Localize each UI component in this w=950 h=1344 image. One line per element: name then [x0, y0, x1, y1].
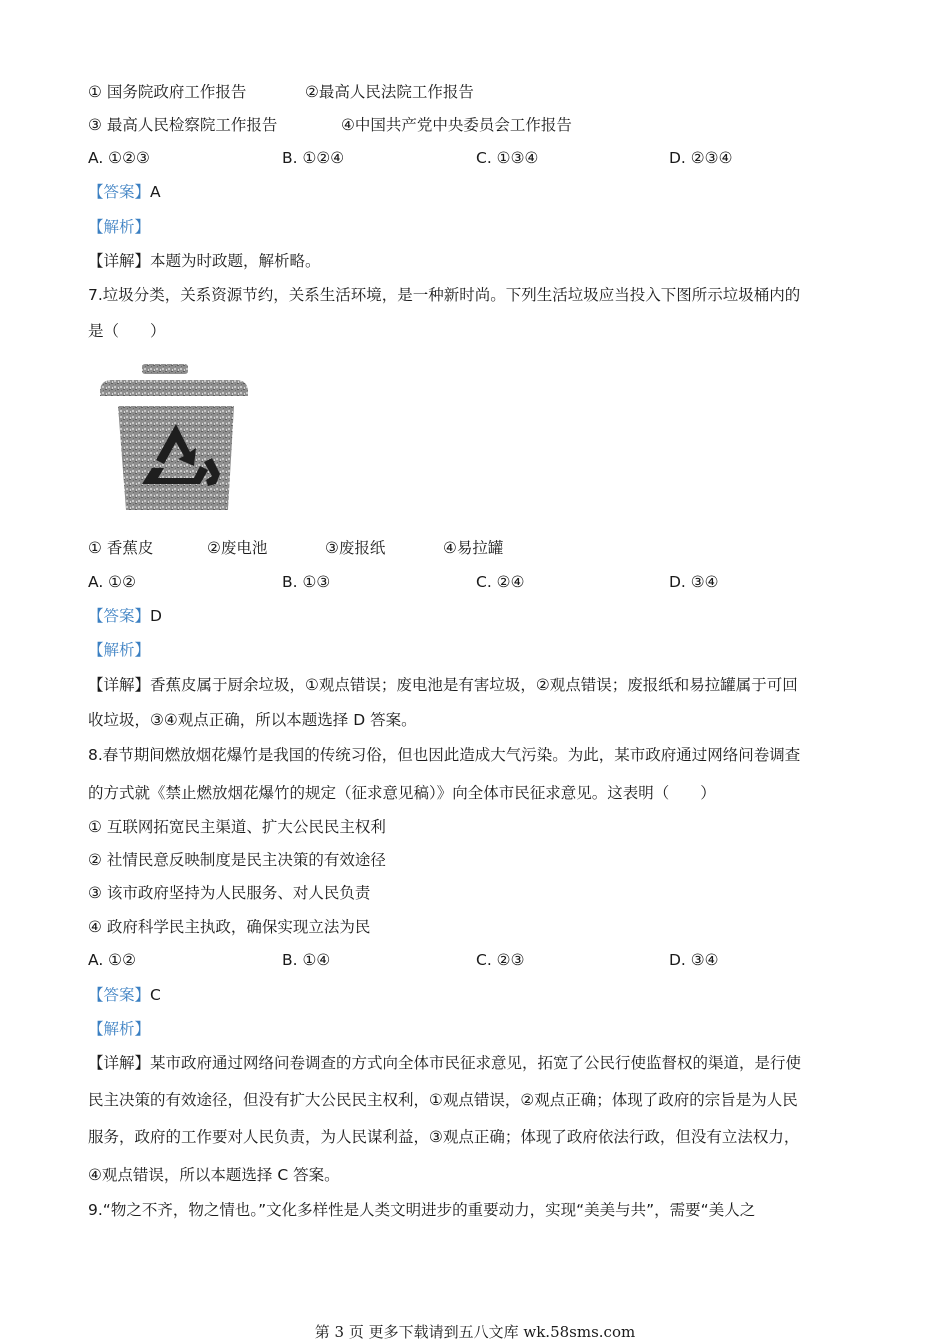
q8-item-1: ① 互联网拓宽民主渠道、扩大公民民主权利	[88, 818, 386, 836]
q8-item-3: ③ 该市政府坚持为人民服务、对人民负责	[88, 884, 371, 902]
answer-tag: 【答案】	[88, 607, 151, 625]
q8-detail-line-4: ④观点错误，所以本题选择 C 答案。	[88, 1166, 340, 1184]
q6-option-a: A. ①②③	[88, 149, 150, 167]
q8-detail-line-1	[88, 1053, 801, 1073]
q7-item-3: ③废报纸	[325, 539, 386, 557]
q6-option-c: C. ①③④	[476, 149, 539, 167]
q8-stem-line-1: 8.春节期间燃放烟花爆竹是我国的传统习俗，但也因此造成大气污染。为此，某市政府通过网络问卷调查	[88, 746, 801, 764]
detail-text: 香蕉皮属于厨余垃圾，①观点错误；废电池是有害垃圾，②观点错误；废报纸和易拉罐属于可回	[150, 676, 798, 694]
q7-item-2: ②废电池	[207, 539, 268, 557]
q8-option-a: A. ①②	[88, 951, 136, 969]
q7-stem-line-1: 7.垃圾分类，关系资源节约，关系生活环境，是一种新时尚。下列生活垃圾应当投入下图所示垃圾桶内的	[88, 286, 801, 304]
q6-item-1: ① 国务院政府工作报告	[88, 83, 247, 101]
q6-item-3: ③ 最高人民检察院工作报告	[88, 116, 278, 134]
q7-item-4: ④易拉罐	[443, 539, 504, 557]
q7-answer	[88, 606, 162, 626]
q7-detail-line-2: 收垃圾，③④观点正确，所以本题选择 D 答案。	[88, 711, 417, 729]
q7-option-a: A. ①②	[88, 573, 136, 591]
q8-stem-line-2: 的方式就《禁止燃放烟花爆竹的规定（征求意见稿）》向全体市民征求意见。这表明（ ）	[88, 784, 716, 802]
detail-tag: 【详解】	[88, 1054, 151, 1072]
answer-tag: 【答案】	[88, 183, 151, 201]
detail-text: 某市政府通过网络问卷调查的方式向全体市民征求意见，拓宽了公民行使监督权的渠道，是行使	[150, 1054, 802, 1072]
q7-detail-line-1	[88, 675, 798, 695]
q7-option-c: C. ②④	[476, 573, 525, 591]
answer-value: D	[150, 607, 162, 625]
q8-detail-line-3: 服务，政府的工作要对人民负责，为人民谋利益，③观点正确；体现了政府依法行政，但没有立法权力，	[88, 1128, 800, 1146]
q7-analysis-tag: 【解析】	[88, 641, 151, 659]
q8-option-d: D. ③④	[669, 951, 719, 969]
q8-answer	[88, 985, 161, 1005]
q6-analysis-tag: 【解析】	[88, 218, 151, 236]
q8-option-b: B. ①④	[282, 951, 331, 969]
q7-option-d: D. ③④	[669, 573, 719, 591]
q6-option-b: B. ①②④	[282, 149, 345, 167]
q8-item-4: ④ 政府科学民主执政，确保实现立法为民	[88, 918, 371, 936]
recycle-bin-icon	[96, 362, 256, 514]
q6-answer	[88, 182, 161, 202]
q9-stem-line-1: 9.“物之不齐，物之情也。”文化多样性是人类文明进步的重要动力，实现“美美与共”，需要“美人之	[88, 1201, 756, 1219]
q7-item-1: ① 香蕉皮	[88, 539, 154, 557]
answer-value: A	[150, 183, 161, 201]
detail-tag: 【详解】	[88, 252, 151, 270]
q8-item-2: ② 社情民意反映制度是民主决策的有效途径	[88, 851, 386, 869]
q6-item-4: ④中国共产党中央委员会工作报告	[341, 116, 572, 134]
page-footer: 第 3 页 更多下载请到五八文库 wk.58sms.com	[314, 1323, 636, 1341]
answer-value: C	[150, 986, 161, 1004]
q7-stem-line-2: 是（ ）	[88, 322, 166, 340]
q7-option-b: B. ①③	[282, 573, 331, 591]
q8-analysis-tag: 【解析】	[88, 1020, 151, 1038]
q8-option-c: C. ②③	[476, 951, 525, 969]
q6-detail	[88, 251, 321, 271]
answer-tag: 【答案】	[88, 986, 151, 1004]
q6-option-d: D. ②③④	[669, 149, 733, 167]
detail-text: 本题为时政题，解析略。	[150, 252, 321, 270]
q6-item-2: ②最高人民法院工作报告	[305, 83, 474, 101]
detail-tag: 【详解】	[88, 676, 151, 694]
q8-detail-line-2: 民主决策的有效途径，但没有扩大公民民主权利，①观点错误，②观点正确；体现了政府的宗旨是为人民	[88, 1091, 798, 1109]
